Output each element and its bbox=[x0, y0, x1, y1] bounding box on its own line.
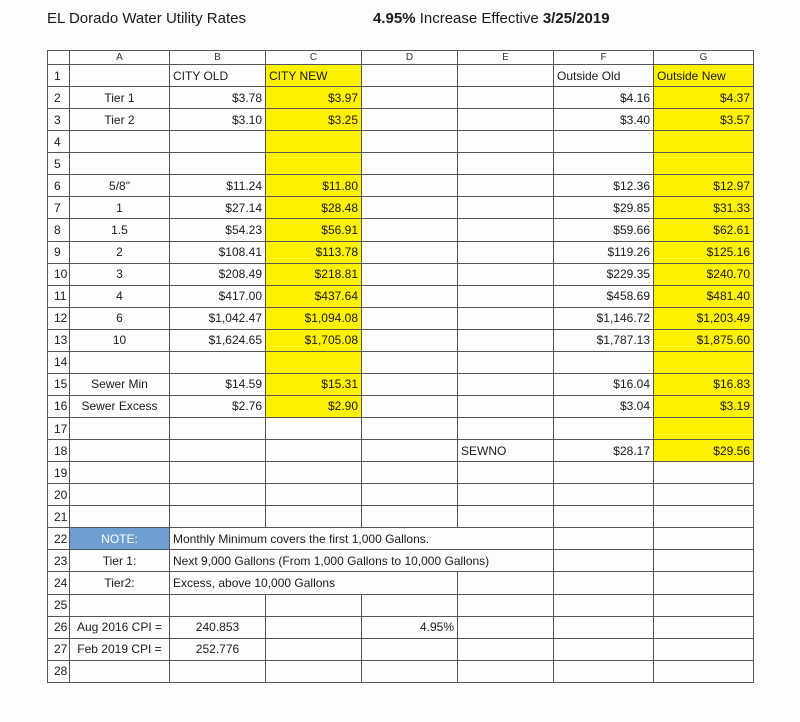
cell-f[interactable] bbox=[554, 594, 654, 616]
cell-b[interactable] bbox=[170, 506, 266, 528]
cell-b[interactable]: $14.59 bbox=[170, 373, 266, 395]
cell-b[interactable]: $417.00 bbox=[170, 285, 266, 307]
cell-b[interactable] bbox=[170, 462, 266, 484]
cell-c[interactable]: $218.81 bbox=[266, 263, 362, 285]
column-header-c[interactable]: C bbox=[266, 51, 362, 65]
cell-c[interactable]: CITY NEW bbox=[266, 65, 362, 87]
cell-b[interactable]: $11.24 bbox=[170, 175, 266, 197]
cell-f[interactable]: $29.85 bbox=[554, 197, 654, 219]
cell-d[interactable] bbox=[362, 285, 458, 307]
cell-g[interactable]: $481.40 bbox=[654, 285, 754, 307]
cell-a[interactable]: 4 bbox=[70, 285, 170, 307]
cell-e[interactable] bbox=[458, 484, 554, 506]
cell-b[interactable] bbox=[170, 351, 266, 373]
cell-f[interactable]: Outside Old bbox=[554, 65, 654, 87]
cell-d[interactable] bbox=[362, 395, 458, 417]
row-number: 6 bbox=[48, 175, 70, 197]
spreadsheet-row bbox=[48, 307, 754, 329]
column-header-g[interactable]: G bbox=[654, 51, 754, 65]
row-number: 18 bbox=[48, 440, 70, 462]
cell-d[interactable] bbox=[362, 153, 458, 175]
spreadsheet-row bbox=[48, 462, 754, 484]
cell-b[interactable]: 240.853 bbox=[170, 616, 266, 638]
cell-e[interactable] bbox=[458, 307, 554, 329]
increase-text: Increase Effective bbox=[415, 10, 543, 27]
cell-g[interactable] bbox=[654, 616, 754, 638]
cell-g[interactable] bbox=[654, 418, 754, 440]
cell-e[interactable] bbox=[458, 616, 554, 638]
sheet-title: EL Dorado Water Utility Rates bbox=[47, 10, 246, 27]
cell-c[interactable] bbox=[266, 131, 362, 153]
row-number: 20 bbox=[48, 484, 70, 506]
note-label[interactable]: NOTE: bbox=[70, 528, 170, 550]
cell-d[interactable] bbox=[362, 594, 458, 616]
cell-b[interactable]: $108.41 bbox=[170, 241, 266, 263]
note-row bbox=[48, 550, 754, 572]
note-text[interactable]: Excess, above 10,000 Gallons bbox=[170, 572, 458, 594]
cell-e[interactable] bbox=[458, 131, 554, 153]
note-row bbox=[48, 572, 754, 594]
row-number: 24 bbox=[48, 572, 70, 594]
cell-g[interactable]: $12.97 bbox=[654, 175, 754, 197]
cell-d[interactable] bbox=[362, 329, 458, 351]
spreadsheet-row bbox=[48, 219, 754, 241]
rates-spreadsheet bbox=[47, 50, 754, 683]
cell-g[interactable] bbox=[654, 462, 754, 484]
cell-a[interactable] bbox=[70, 131, 170, 153]
cell-f[interactable] bbox=[554, 131, 654, 153]
cell-a[interactable]: Tier2: bbox=[70, 572, 170, 594]
cell-c[interactable] bbox=[266, 440, 362, 462]
cell-a[interactable]: 2 bbox=[70, 241, 170, 263]
column-header-d[interactable]: D bbox=[362, 51, 458, 65]
cell-d[interactable] bbox=[362, 131, 458, 153]
cell-a[interactable]: Sewer Excess bbox=[70, 395, 170, 417]
cell-d[interactable] bbox=[362, 351, 458, 373]
column-header-f[interactable]: F bbox=[554, 51, 654, 65]
cell-f[interactable] bbox=[554, 550, 654, 572]
cell-e[interactable] bbox=[458, 175, 554, 197]
cell-f[interactable] bbox=[554, 484, 654, 506]
note-text[interactable]: Next 9,000 Gallons (From 1,000 Gallons to 10,000 Gallons) bbox=[170, 550, 554, 572]
cell-c[interactable] bbox=[266, 153, 362, 175]
cell-f[interactable]: $3.40 bbox=[554, 109, 654, 131]
spreadsheet-row bbox=[48, 351, 754, 373]
row-number: 25 bbox=[48, 594, 70, 616]
spreadsheet-row bbox=[48, 660, 754, 682]
cell-d[interactable] bbox=[362, 484, 458, 506]
cell-b[interactable] bbox=[170, 418, 266, 440]
cell-f[interactable]: $59.66 bbox=[554, 219, 654, 241]
cell-g[interactable] bbox=[654, 660, 754, 682]
cell-e[interactable] bbox=[458, 506, 554, 528]
cell-f[interactable]: $28.17 bbox=[554, 440, 654, 462]
cell-e[interactable] bbox=[458, 263, 554, 285]
cell-f[interactable] bbox=[554, 528, 654, 550]
cell-e[interactable] bbox=[458, 572, 554, 594]
cell-c[interactable] bbox=[266, 351, 362, 373]
cell-f[interactable]: $3.04 bbox=[554, 395, 654, 417]
cell-f[interactable]: $229.35 bbox=[554, 263, 654, 285]
cell-c[interactable]: $56.91 bbox=[266, 219, 362, 241]
column-header-e[interactable]: E bbox=[458, 51, 554, 65]
cell-b[interactable]: $54.23 bbox=[170, 219, 266, 241]
cell-c[interactable]: $11.80 bbox=[266, 175, 362, 197]
spreadsheet-row bbox=[48, 440, 754, 462]
cell-g[interactable]: $31.33 bbox=[654, 197, 754, 219]
cell-g[interactable]: $3.57 bbox=[654, 109, 754, 131]
note-row bbox=[48, 528, 754, 550]
cell-c[interactable]: $113.78 bbox=[266, 241, 362, 263]
cell-e[interactable] bbox=[458, 418, 554, 440]
cell-f[interactable]: $4.16 bbox=[554, 87, 654, 109]
cell-a[interactable] bbox=[70, 594, 170, 616]
cell-g[interactable] bbox=[654, 638, 754, 660]
cell-a[interactable]: 10 bbox=[70, 329, 170, 351]
cell-a[interactable]: 5/8" bbox=[70, 175, 170, 197]
cell-a[interactable] bbox=[70, 153, 170, 175]
spreadsheet-row bbox=[48, 87, 754, 109]
cell-d[interactable] bbox=[362, 197, 458, 219]
spreadsheet-row bbox=[48, 418, 754, 440]
cell-d[interactable] bbox=[362, 175, 458, 197]
spreadsheet-row bbox=[48, 506, 754, 528]
row-number: 11 bbox=[48, 285, 70, 307]
row-number: 16 bbox=[48, 395, 70, 417]
cell-b[interactable]: $2.76 bbox=[170, 395, 266, 417]
corner-header bbox=[48, 51, 70, 65]
spreadsheet-row bbox=[48, 241, 754, 263]
row-number: 5 bbox=[48, 153, 70, 175]
cell-e[interactable] bbox=[458, 351, 554, 373]
cell-f[interactable] bbox=[554, 616, 654, 638]
cell-f[interactable] bbox=[554, 572, 654, 594]
cell-d[interactable] bbox=[362, 65, 458, 87]
cell-d[interactable] bbox=[362, 660, 458, 682]
cell-c[interactable] bbox=[266, 660, 362, 682]
row-number: 23 bbox=[48, 550, 70, 572]
row-number: 21 bbox=[48, 506, 70, 528]
cell-d[interactable] bbox=[362, 418, 458, 440]
cell-g[interactable]: $1,203.49 bbox=[654, 307, 754, 329]
cell-d[interactable] bbox=[362, 241, 458, 263]
cell-d[interactable]: 4.95% bbox=[362, 616, 458, 638]
cell-g[interactable] bbox=[654, 528, 754, 550]
column-header-row bbox=[48, 51, 754, 65]
cell-f[interactable] bbox=[554, 462, 654, 484]
cell-d[interactable] bbox=[362, 109, 458, 131]
cell-g[interactable]: $240.70 bbox=[654, 263, 754, 285]
cell-e[interactable] bbox=[458, 594, 554, 616]
cell-e[interactable] bbox=[458, 285, 554, 307]
cell-f[interactable] bbox=[554, 418, 654, 440]
cell-a[interactable] bbox=[70, 418, 170, 440]
cell-e[interactable] bbox=[458, 65, 554, 87]
cell-g[interactable]: $1,875.60 bbox=[654, 329, 754, 351]
cell-d[interactable] bbox=[362, 263, 458, 285]
spreadsheet-row bbox=[48, 616, 754, 638]
row-number: 15 bbox=[48, 373, 70, 395]
row-number: 2 bbox=[48, 87, 70, 109]
row-number: 13 bbox=[48, 329, 70, 351]
cell-f[interactable]: $1,146.72 bbox=[554, 307, 654, 329]
cell-f[interactable]: $12.36 bbox=[554, 175, 654, 197]
cell-b[interactable]: $208.49 bbox=[170, 263, 266, 285]
cell-f[interactable] bbox=[554, 351, 654, 373]
cell-g[interactable]: $125.16 bbox=[654, 241, 754, 263]
cell-d[interactable] bbox=[362, 219, 458, 241]
cell-c[interactable]: $3.25 bbox=[266, 109, 362, 131]
cell-d[interactable] bbox=[362, 462, 458, 484]
cell-d[interactable] bbox=[362, 440, 458, 462]
cell-g[interactable] bbox=[654, 550, 754, 572]
cell-a[interactable]: Tier 2 bbox=[70, 109, 170, 131]
cell-a[interactable]: 3 bbox=[70, 263, 170, 285]
cell-g[interactable] bbox=[654, 484, 754, 506]
cell-c[interactable] bbox=[266, 594, 362, 616]
cell-e[interactable] bbox=[458, 87, 554, 109]
cell-c[interactable]: $2.90 bbox=[266, 395, 362, 417]
cell-f[interactable]: $1,787.13 bbox=[554, 329, 654, 351]
cell-b[interactable] bbox=[170, 660, 266, 682]
cell-a[interactable] bbox=[70, 65, 170, 87]
cell-d[interactable] bbox=[362, 307, 458, 329]
cell-g[interactable] bbox=[654, 153, 754, 175]
cell-g[interactable]: $62.61 bbox=[654, 219, 754, 241]
cell-a[interactable]: Feb 2019 CPI = bbox=[70, 638, 170, 660]
cell-e[interactable] bbox=[458, 153, 554, 175]
cell-b[interactable]: $3.10 bbox=[170, 109, 266, 131]
cell-c[interactable]: $1,094.08 bbox=[266, 307, 362, 329]
cell-d[interactable] bbox=[362, 87, 458, 109]
cell-e[interactable] bbox=[458, 638, 554, 660]
row-number: 19 bbox=[48, 462, 70, 484]
cell-b[interactable]: 252.776 bbox=[170, 638, 266, 660]
cell-c[interactable] bbox=[266, 484, 362, 506]
row-number: 1 bbox=[48, 65, 70, 87]
cell-e[interactable] bbox=[458, 395, 554, 417]
cell-c[interactable] bbox=[266, 418, 362, 440]
cell-e[interactable] bbox=[458, 197, 554, 219]
cell-f[interactable]: $16.04 bbox=[554, 373, 654, 395]
cell-c[interactable] bbox=[266, 462, 362, 484]
spreadsheet-row bbox=[48, 395, 754, 417]
cell-f[interactable] bbox=[554, 153, 654, 175]
cell-g[interactable] bbox=[654, 131, 754, 153]
cell-a[interactable]: Sewer Min bbox=[70, 373, 170, 395]
cell-e[interactable] bbox=[458, 329, 554, 351]
spreadsheet-row bbox=[48, 638, 754, 660]
cell-a[interactable] bbox=[70, 484, 170, 506]
spreadsheet-row bbox=[48, 131, 754, 153]
cell-g[interactable] bbox=[654, 572, 754, 594]
column-header-a[interactable]: A bbox=[70, 51, 170, 65]
cell-b[interactable]: $1,042.47 bbox=[170, 307, 266, 329]
cell-c[interactable] bbox=[266, 616, 362, 638]
cell-b[interactable] bbox=[170, 153, 266, 175]
spreadsheet-row bbox=[48, 153, 754, 175]
cell-a[interactable]: Tier 1: bbox=[70, 550, 170, 572]
row-number: 14 bbox=[48, 351, 70, 373]
cell-f[interactable]: $119.26 bbox=[554, 241, 654, 263]
spreadsheet-row bbox=[48, 65, 754, 87]
row-number: 26 bbox=[48, 616, 70, 638]
cell-g[interactable] bbox=[654, 594, 754, 616]
cell-a[interactable]: Tier 1 bbox=[70, 87, 170, 109]
cell-c[interactable] bbox=[266, 506, 362, 528]
cell-g[interactable]: $4.37 bbox=[654, 87, 754, 109]
cell-g[interactable]: $29.56 bbox=[654, 440, 754, 462]
row-number: 17 bbox=[48, 418, 70, 440]
cell-f[interactable]: $458.69 bbox=[554, 285, 654, 307]
cell-b[interactable]: $1,624.65 bbox=[170, 329, 266, 351]
spreadsheet-row bbox=[48, 197, 754, 219]
row-number: 28 bbox=[48, 660, 70, 682]
spreadsheet-row bbox=[48, 329, 754, 351]
cell-a[interactable] bbox=[70, 506, 170, 528]
cell-g[interactable]: $3.19 bbox=[654, 395, 754, 417]
cell-c[interactable]: $437.64 bbox=[266, 285, 362, 307]
cell-b[interactable] bbox=[170, 440, 266, 462]
cell-a[interactable] bbox=[70, 660, 170, 682]
row-number: 8 bbox=[48, 219, 70, 241]
cell-g[interactable]: $16.83 bbox=[654, 373, 754, 395]
cell-b[interactable] bbox=[170, 131, 266, 153]
cell-d[interactable] bbox=[362, 638, 458, 660]
row-number: 27 bbox=[48, 638, 70, 660]
rate-increase-heading bbox=[373, 10, 610, 27]
spreadsheet-row bbox=[48, 109, 754, 131]
cell-c[interactable]: $28.48 bbox=[266, 197, 362, 219]
spreadsheet-row bbox=[48, 285, 754, 307]
row-number: 7 bbox=[48, 197, 70, 219]
cell-e[interactable]: SEWNO bbox=[458, 440, 554, 462]
cell-d[interactable] bbox=[362, 506, 458, 528]
cell-e[interactable] bbox=[458, 462, 554, 484]
column-header-b[interactable]: B bbox=[170, 51, 266, 65]
cell-b[interactable] bbox=[170, 484, 266, 506]
cell-g[interactable] bbox=[654, 506, 754, 528]
cell-b[interactable]: CITY OLD bbox=[170, 65, 266, 87]
cell-e[interactable] bbox=[458, 109, 554, 131]
cell-a[interactable]: Aug 2016 CPI = bbox=[70, 616, 170, 638]
cell-a[interactable]: 1.5 bbox=[70, 219, 170, 241]
spreadsheet-row bbox=[48, 373, 754, 395]
cell-a[interactable] bbox=[70, 351, 170, 373]
cell-e[interactable] bbox=[458, 660, 554, 682]
row-number: 10 bbox=[48, 263, 70, 285]
cell-a[interactable] bbox=[70, 440, 170, 462]
cell-f[interactable] bbox=[554, 660, 654, 682]
cell-e[interactable] bbox=[458, 373, 554, 395]
cell-f[interactable] bbox=[554, 638, 654, 660]
cell-f[interactable] bbox=[554, 506, 654, 528]
row-number: 22 bbox=[48, 528, 70, 550]
cell-c[interactable]: $1,705.08 bbox=[266, 329, 362, 351]
cell-c[interactable]: $3.97 bbox=[266, 87, 362, 109]
row-number: 4 bbox=[48, 131, 70, 153]
row-number: 9 bbox=[48, 241, 70, 263]
cell-g[interactable]: Outside New bbox=[654, 65, 754, 87]
cell-a[interactable] bbox=[70, 462, 170, 484]
cell-d[interactable] bbox=[362, 373, 458, 395]
cell-g[interactable] bbox=[654, 351, 754, 373]
increase-percent: 4.95% bbox=[373, 10, 416, 27]
cell-c[interactable]: $15.31 bbox=[266, 373, 362, 395]
row-number: 12 bbox=[48, 307, 70, 329]
cell-b[interactable]: $3.78 bbox=[170, 87, 266, 109]
cell-c[interactable] bbox=[266, 638, 362, 660]
cell-a[interactable]: 1 bbox=[70, 197, 170, 219]
spreadsheet-row bbox=[48, 263, 754, 285]
cell-a[interactable]: 6 bbox=[70, 307, 170, 329]
spreadsheet-row bbox=[48, 594, 754, 616]
note-text[interactable]: Monthly Minimum covers the first 1,000 Gallons. bbox=[170, 528, 554, 550]
cell-e[interactable] bbox=[458, 219, 554, 241]
row-number: 3 bbox=[48, 109, 70, 131]
cell-b[interactable] bbox=[170, 594, 266, 616]
cell-b[interactable]: $27.14 bbox=[170, 197, 266, 219]
cell-e[interactable] bbox=[458, 241, 554, 263]
spreadsheet-row bbox=[48, 175, 754, 197]
spreadsheet-row bbox=[48, 484, 754, 506]
effective-date: 3/25/2019 bbox=[542, 10, 610, 27]
